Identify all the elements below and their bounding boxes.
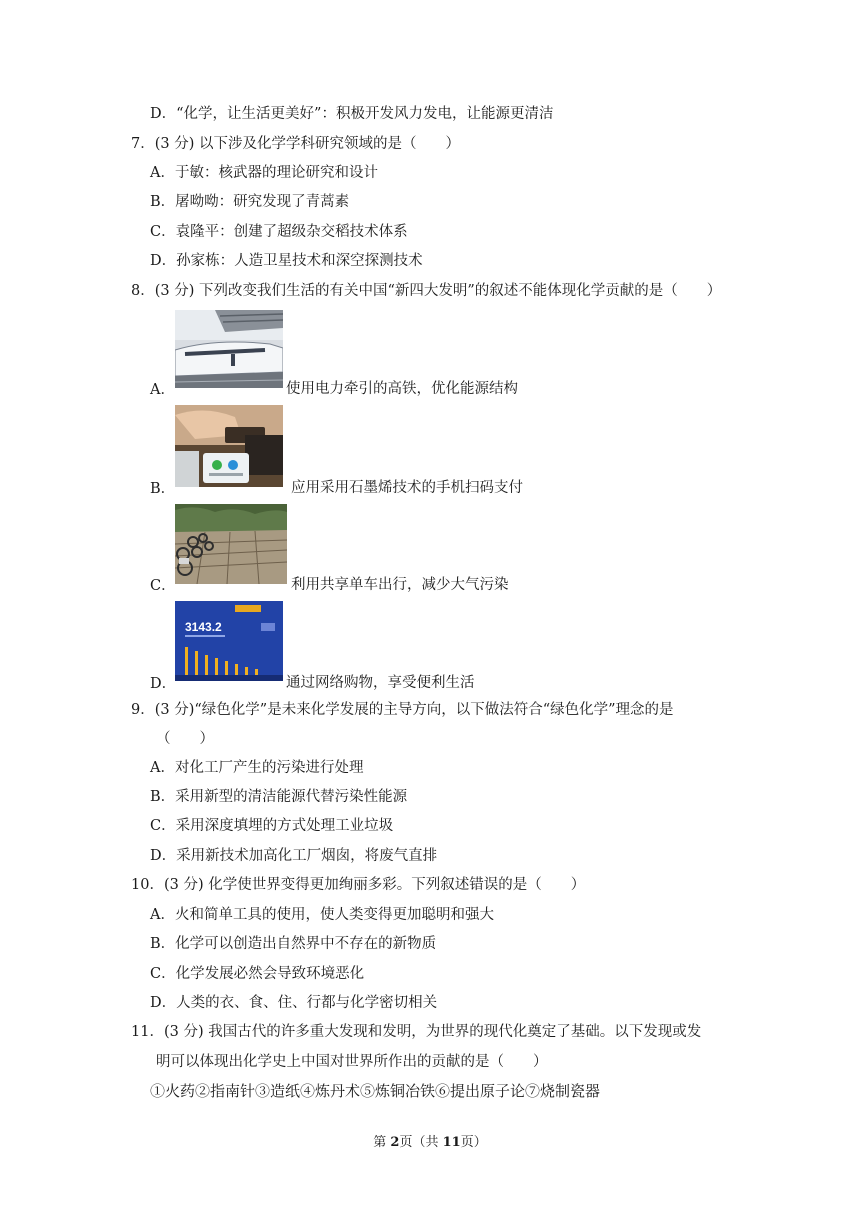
q9-option-a: A．对化工厂产生的污染进行处理 [150, 760, 364, 776]
footer-post: 页） [460, 1135, 487, 1150]
question-11-items: ①火药②指南针③造纸④炼丹术⑤炼铜冶铁⑥提出原子论⑦烧制瓷器 [150, 1082, 601, 1100]
q9-option-d: D．采用新技术加高化工厂烟囱，将废气直排 [150, 848, 438, 864]
q7-option-b: B．屠呦呦：研究发现了青蒿素 [150, 194, 350, 210]
footer-pre: 第 [373, 1135, 391, 1150]
sales-figure: 3143.2 [185, 620, 222, 634]
q10-option-a: A．火和简单工具的使用，使人类变得更加聪明和强大 [150, 907, 494, 923]
question-10-stem: 10．(3 分) 化学使世界变得更加绚丽多彩。下列叙述错误的是（ ） [131, 877, 586, 893]
q6-option-d: D．“化学，让生活更美好”：积极开发风力发电，让能源更清洁 [150, 106, 554, 122]
question-11-stem: 11．(3 分) 我国古代的许多重大发现和发明，为世界的现代化奠定了基础。以下发现或发 [131, 1024, 702, 1040]
high-speed-train-photo [175, 310, 283, 388]
option-caption: 应用采用石墨烯技术的手机扫码支付 [291, 480, 523, 496]
q10-option-c: C．化学发展必然会导致环境恶化 [150, 966, 365, 982]
option-letter: B． [150, 481, 176, 497]
option-letter: A． [150, 382, 175, 398]
footer-page-number: 2 [390, 1135, 400, 1150]
shared-bicycles-photo [175, 504, 287, 584]
q10-option-b: B．化学可以创造出自然界中不存在的新物质 [150, 936, 437, 952]
question-9-stem: 9．(3 分)“绿色化学”是未来化学发展的主导方向，以下做法符合“绿色化学”理念的是 [131, 702, 674, 718]
online-shopping-sales-screen-photo [175, 601, 283, 681]
q7-option-a: A．于敏：核武器的理论研究和设计 [150, 165, 378, 181]
question-7-stem: 7．(3 分) 以下涉及化学学科研究领域的是（ ） [131, 136, 460, 152]
q9-option-c: C．采用深度填埋的方式处理工业垃圾 [150, 818, 394, 834]
footer-mid: 页（共 [399, 1135, 443, 1150]
q10-option-d: D．人类的衣、食、住、行都与化学密切相关 [150, 995, 438, 1011]
mobile-qr-payment-photo [175, 405, 283, 487]
q7-option-d: D．孙家栋：人造卫星技术和深空探测技术 [150, 253, 423, 269]
q7-option-c: C．袁隆平：创建了超级杂交稻技术体系 [150, 224, 408, 240]
q9-option-b: B．采用新型的清洁能源代替污染性能源 [150, 789, 408, 805]
page-footer [0, 1131, 860, 1150]
option-caption: 通过网络购物，享受便利生活 [286, 675, 475, 691]
option-caption: 使用电力牵引的高铁，优化能源结构 [286, 381, 518, 397]
option-letter: C． [150, 578, 176, 594]
option-caption: 利用共享单车出行，减少大气污染 [291, 577, 509, 593]
question-8-stem: 8．(3 分) 下列改变我们生活的有关中国“新四大发明”的叙述不能体现化学贡献的是（ ） [131, 283, 722, 299]
option-letter: D． [150, 676, 177, 692]
footer-total-pages: 11 [442, 1135, 461, 1150]
question-11-stem-cont: 明可以体现出化学史上中国对世界所作出的贡献的是（ ） [156, 1054, 548, 1070]
question-9-blank: （ ） [156, 731, 214, 747]
